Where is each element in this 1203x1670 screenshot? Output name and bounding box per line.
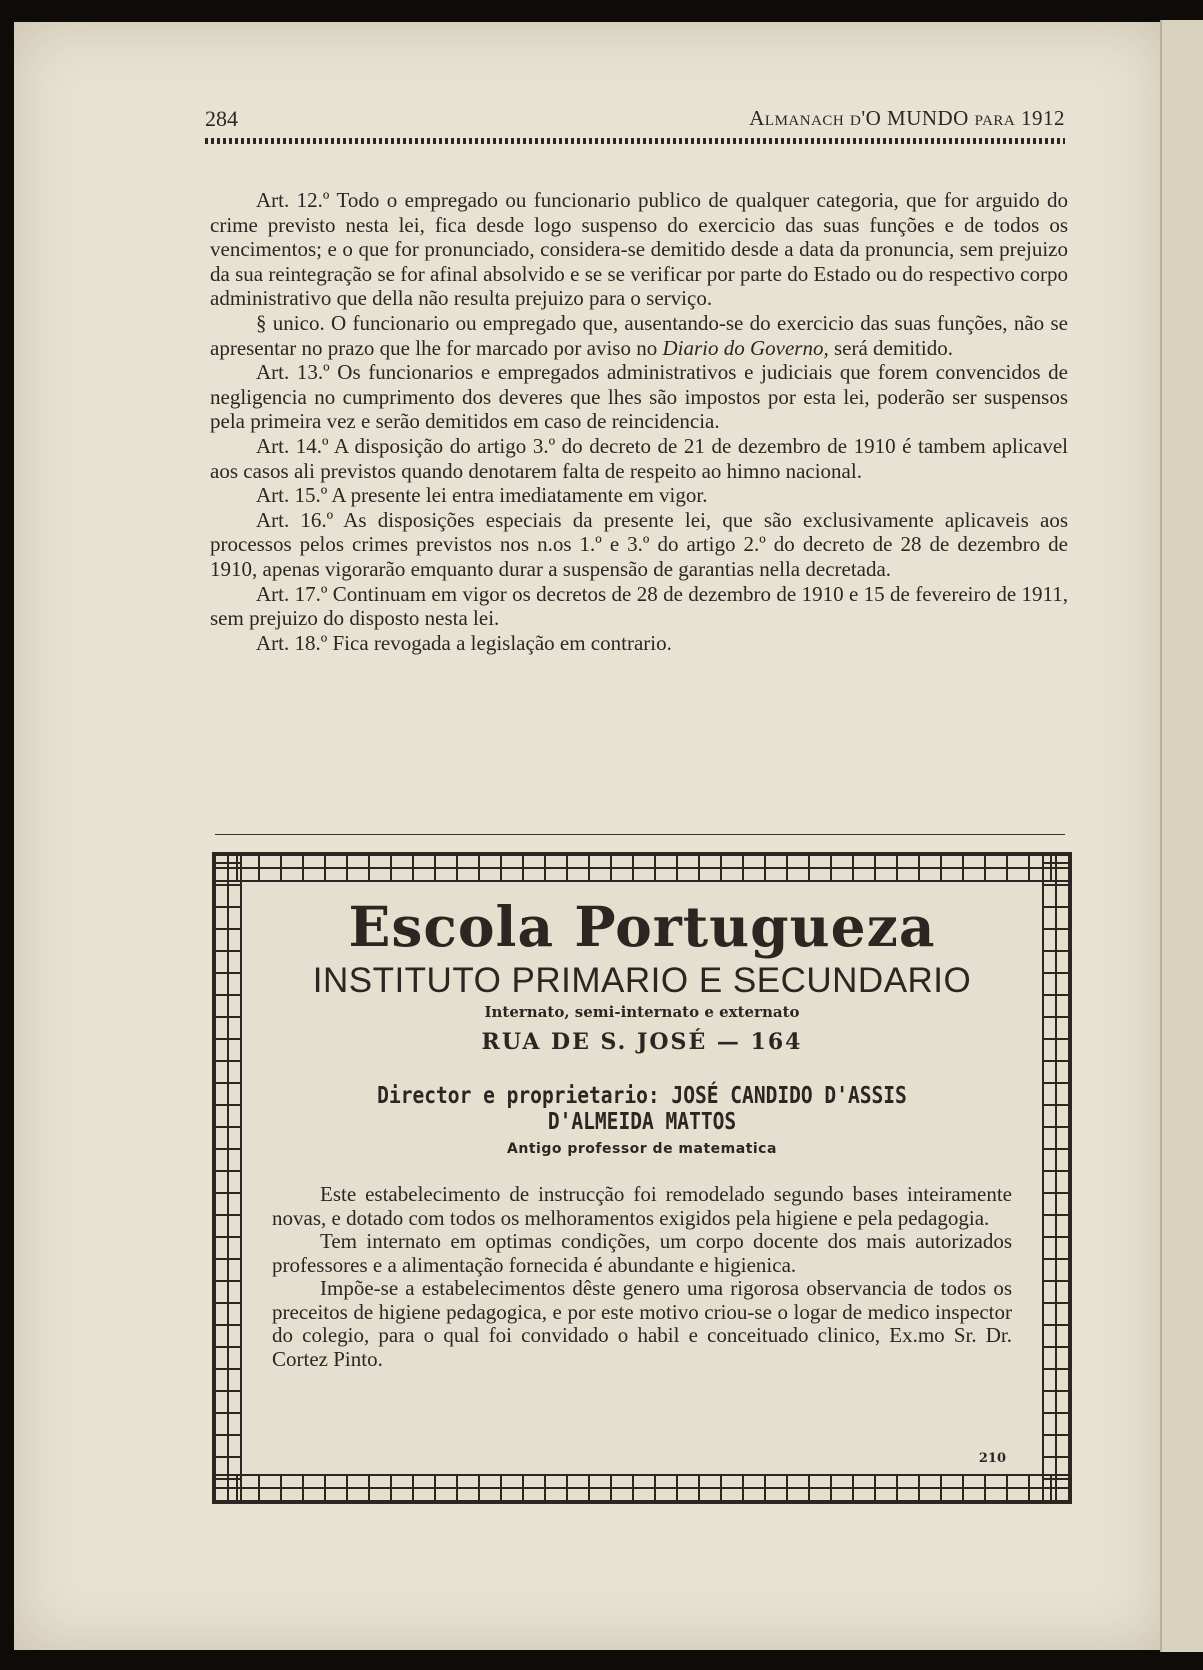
- ad-paragraph: Tem internato em optimas condições, um corpo docente dos mais autorizados professores e a alimentação fornecida é abundante e higienica.: [272, 1229, 1012, 1277]
- running-title: Almanach d'O MUNDO para 1912: [749, 106, 1065, 130]
- ad-director: Director e proprietario: JOSÉ CANDIDO D'ASSIS D'ALMEIDA MATTOS: [377, 1083, 907, 1135]
- page-number: 284: [205, 106, 238, 131]
- article-13: Art. 13.º Os funcionarios e empregados administrativos e judiciais que forem convencidos de negligencia no cumprimento dos deveres que lhes são impostos por esta lei, poderão ser suspensos pela primeira vez e serão demitidos em caso de reincidencia.: [210, 360, 1068, 434]
- greek-key-border-left: [214, 854, 242, 1502]
- article-17: Art. 17.º Continuam em vigor os decretos de 28 de dezembro de 1910 e 15 de fevereiro de 1911, sem prejuizo do disposto nesta lei.: [210, 581, 1068, 631]
- running-header: [205, 106, 1065, 136]
- article-16: Art. 16.º As disposições especiais da presente lei, que são exclusivamente aplicaveis aos processos pelos crimes previstos nos n.os 1.º e 3.º do artigo 2.º do decreto de 28 de dezembro de 1910, apenas vigorarão emquanto durar a suspensão de garantias nella decretada.: [210, 507, 1068, 581]
- article-14: Art. 14.º A disposição do artigo 3.º do decreto de 21 de dezembro de 1910 é tambem aplicavel aos casos ali previstos quando denotarem falta de respeito ao himno nacional.: [210, 433, 1068, 483]
- school-advertisement: [212, 852, 1072, 1504]
- ad-subtitle: INSTITUTO PRIMARIO E SECUNDARIO: [312, 961, 972, 1000]
- article-18: Art. 18.º Fica revogada a legislação em contrario.: [256, 630, 672, 655]
- ad-regime: Internato, semi-internato e externato: [484, 1003, 800, 1021]
- section-divider: [215, 834, 1065, 835]
- article-12: Art. 12.º Todo o empregado ou funcionario publico de qualquer categoria, que for arguido do crime previsto nesta lei, fica desde logo suspenso do exercicio das suas funções e de todos os vencimentos; e o que for pronunciado, considera-se demitido desde a data da pronuncia, sem prejuizo da sua reintegração se for afinal absolvido e se se verificar por parte do Estado ou do respectivo corpo administrativo que della não resulta prejuizo para o serviço.: [210, 188, 1068, 311]
- greek-key-border-right: [1042, 854, 1070, 1502]
- greek-key-border-top: [214, 854, 1070, 882]
- paragraph-unico: § unico. O funcionario ou empregado que, ausentando-se do exercicio das suas funções, não se apresentar no prazo que lhe for marcado por aviso no Diario do Governo, será demitido.: [210, 310, 1068, 360]
- ad-mark: 210: [978, 1451, 1006, 1466]
- greek-key-border-bottom: [214, 1474, 1070, 1502]
- ad-content: [272, 892, 1012, 1472]
- ad-title: Escola Portugueza: [348, 894, 936, 959]
- ad-body: [272, 1183, 1012, 1371]
- next-page-edge: [1160, 20, 1203, 1652]
- article-15: Art. 15.º A presente lei entra imediatamente em vigor.: [256, 483, 708, 508]
- ad-paragraph: Impõe-se a estabelecimentos dêste genero uma rigorosa observancia de todos os preceitos de higiene pedagogica, e por este motivo criou-se o logar de medico inspector do colegio, para o qual foi convidado o habil e conceituado clinico, Ex.mo Sr. Dr. Cortez Pinto.: [272, 1276, 1012, 1371]
- law-text: [210, 188, 1068, 655]
- ad-paragraph: Este estabelecimento de instrucção foi remodelado segundo bases inteiramente novas, e dotado com todos os melhoramentos exigidos pela higiene e pela pedagogia.: [272, 1182, 1012, 1230]
- header-rule: [205, 138, 1065, 144]
- ad-director-note: Antigo professor de matematica: [507, 1141, 777, 1157]
- ad-address: RUA DE S. JOSÉ — 164: [481, 1029, 803, 1055]
